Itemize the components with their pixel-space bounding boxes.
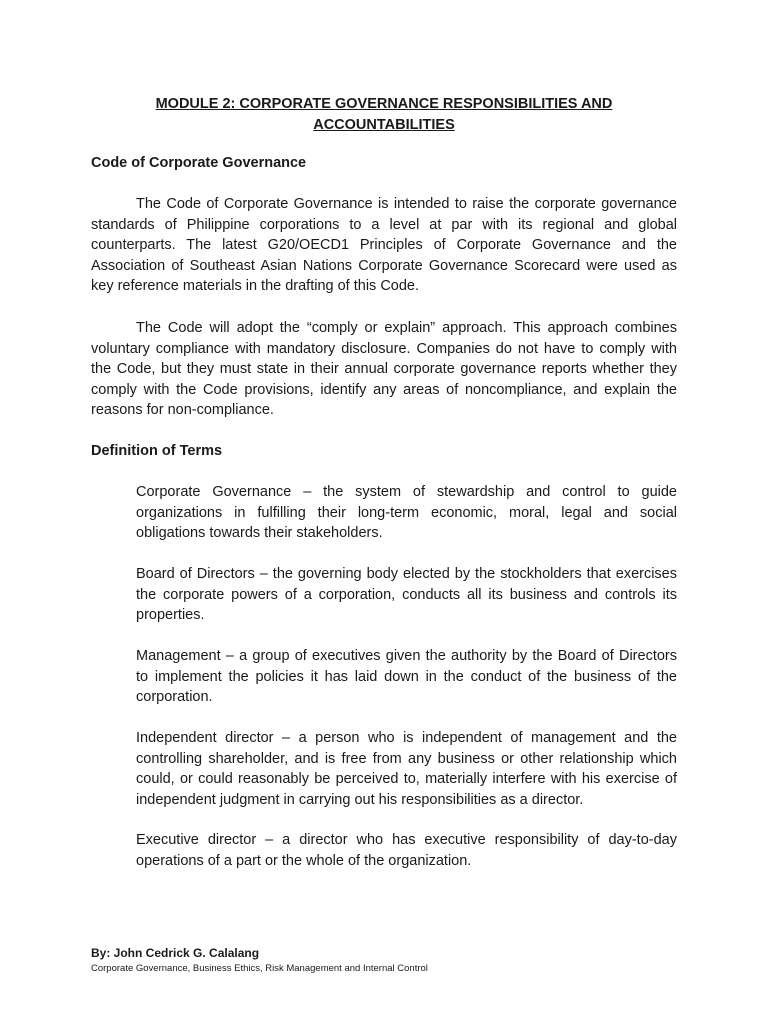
definition-independent-director: Independent director – a person who is independent of management and the controlling shareholder, and is free from any business or other relationship which could, or could reasonably be perceived to, materially interfere with his exercise of independent judgment in carrying out his responsibilities as a director. [136,730,677,808]
definition-board-of-directors: Board of Directors – the governing body elected by the stockholders that exercises the corporate powers of a corporation, conducts all its business and controls its properties. [136,566,677,623]
definition-corporate-governance: Corporate Governance – the system of stewardship and control to guide organizations in fulfilling their long-term economic, moral, legal and social obligations towards their stakeholders. [136,484,677,541]
footer-course-title: Corporate Governance, Business Ethics, Risk Management and Internal Control [91,963,428,974]
module-title: MODULE 2: CORPORATE GOVERNANCE RESPONSIBILITIES AND ACCOUNTABILITIES [155,96,613,133]
paragraph-comply-or-explain: The Code will adopt the “comply or explain” approach. This approach combines voluntary compliance with mandatory disclosure. Companies do not have to comply with the Code, but they must state in their annual corporate governance reports whether they comply with the Code provisions, identify any areas of noncompliance, and explain the reasons for non-compliance. [91,320,677,418]
document-page [91,0,677,1024]
definition-management: Management – a group of executives given the authority by the Board of Directors to implement the policies it has laid down in the conduct of the business of the corporation. [136,648,677,705]
section-heading-code: Code of Corporate Governance [91,155,307,171]
definition-executive-director: Executive director – a director who has executive responsibility of day-to-day operations of a part or the whole of the organization. [136,832,677,869]
section-heading-definitions: Definition of Terms [91,443,223,459]
footer-author: By: John Cedrick G. Calalang [91,946,260,960]
paragraph-code-intro: The Code of Corporate Governance is intended to raise the corporate governance standards of Philippine corporations to a level at par with its regional and global counterparts. The latest G20/OECD1 Principles of Corporate Governance and the Association of Southeast Asian Nations Corporate Governance Scorecard were used as key reference materials in the drafting of this Code. [91,196,677,294]
